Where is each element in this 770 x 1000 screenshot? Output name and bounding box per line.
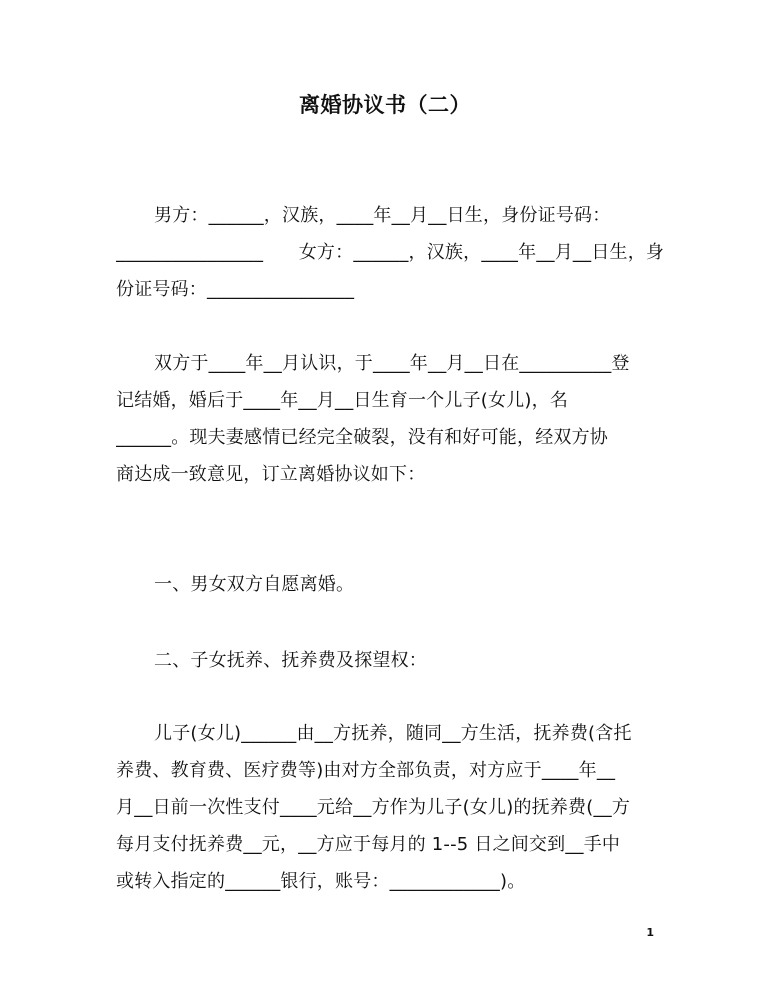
paragraph-child-support bbox=[116, 715, 664, 900]
section-heading-voluntary-divorce bbox=[116, 566, 664, 603]
text-line: ______。现夫妻感情已经完全破裂，没有和好可能，经双方协 bbox=[116, 427, 608, 448]
text-line: 男方：______，汉族，____年__月__日生，身份证号码： bbox=[154, 205, 611, 226]
text-line: 二、子女抚养、抚养费及探望权： bbox=[154, 650, 427, 671]
text-line: 商达成一致意见，订立离婚协议如下： bbox=[116, 464, 426, 485]
paragraph-parties bbox=[116, 197, 664, 308]
text-line: 双方于____年__月认识，于____年__月__日在__________登 bbox=[154, 353, 630, 374]
text-line: 儿子(女儿)______由__方抚养，随同__方生活，抚养费(含托 bbox=[154, 723, 632, 744]
page-number: 1 bbox=[646, 926, 654, 939]
section-heading-child-custody bbox=[116, 642, 664, 679]
text-line: ________________ 女方：______，汉族，____年__月__日生，身 bbox=[116, 242, 664, 263]
text-line: 每月支付抚养费__元，__方应于每月的 1--5 日之间交到__手中 bbox=[116, 834, 621, 855]
text-line: 一、男女双方自愿离婚。 bbox=[154, 574, 355, 595]
document-title: 离婚协议书（二） bbox=[299, 93, 471, 117]
text-line: 养费、教育费、医疗费等)由对方全部负责，对方应于____年__ bbox=[116, 760, 616, 781]
paragraph-background bbox=[116, 345, 664, 493]
text-line: 或转入指定的______银行，账号：____________)。 bbox=[116, 871, 526, 892]
text-line: 记结婚，婚后于____年__月__日生育一个儿子(女儿)，名 bbox=[116, 390, 569, 411]
text-line: 月__日前一次性支付____元给__方作为儿子(女儿)的抚养费(__方 bbox=[116, 797, 631, 818]
text-line: 份证号码：________________ bbox=[116, 279, 355, 300]
